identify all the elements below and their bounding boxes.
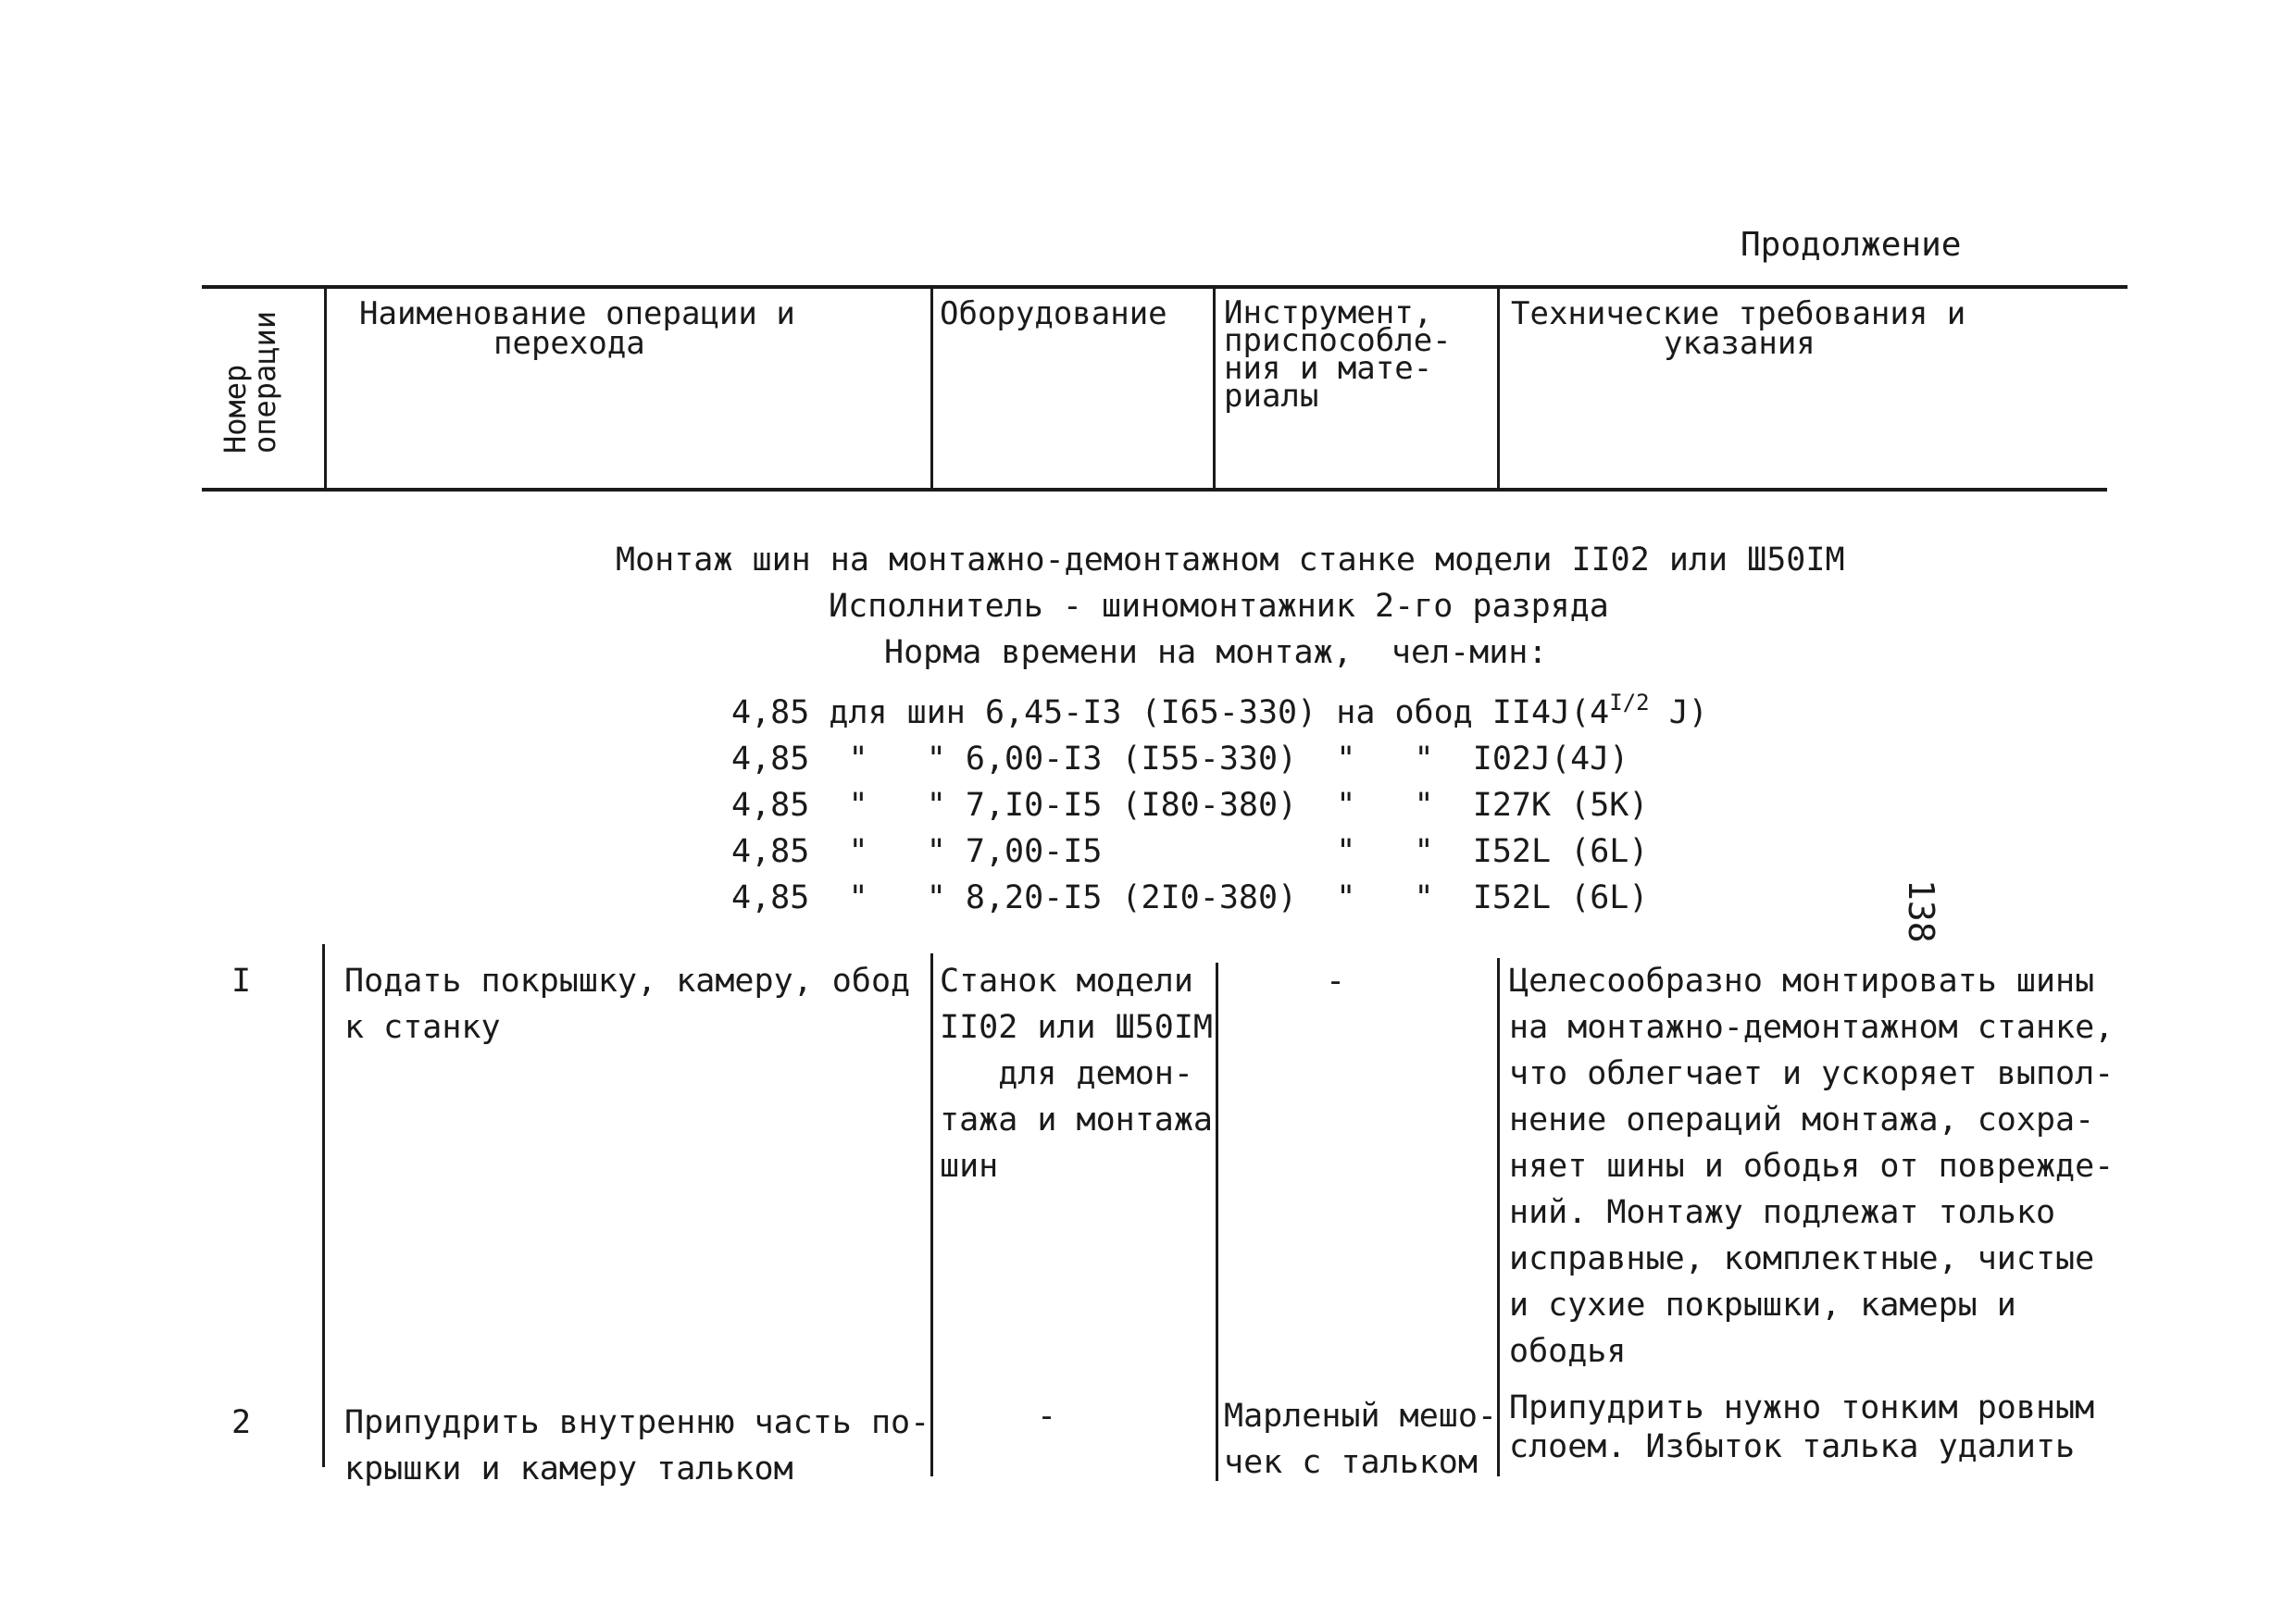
body-divider-4 — [1497, 958, 1500, 1476]
row-2-requirements: Припудрить нужно тонким ровным слоем. Избыток талька удалить — [1509, 1389, 2095, 1465]
header-divider-3 — [1213, 289, 1216, 488]
row-2-operation: Припудрить внутренню часть по- крышки и камеру тальком — [344, 1404, 930, 1487]
row-2-tools: Марленый мешо- чек с тальком — [1224, 1398, 1498, 1481]
body-divider-1 — [322, 944, 325, 1467]
header-divider-4 — [1497, 289, 1500, 488]
row-1-number: I — [231, 963, 252, 1000]
section-norm-caption: Норма времени на монтаж, чел-мин: — [884, 634, 1548, 671]
row-1-equipment: Станок модели II02 или Ш50IМ для демон- тажа и монтажа шин — [940, 963, 1214, 1185]
section-performer: Исполнитель - шиномонтажник 2-го разряда — [829, 588, 1609, 625]
norm-row: 4,85 " " 7,00-I5 " " I52L (6L) — [731, 833, 1649, 870]
header-divider-2 — [930, 289, 933, 488]
norm-row: 4,85 " " 6,00-I3 (I55-330) " " I02J(4J) — [731, 741, 1629, 778]
header-col-equipment: Оборудование — [940, 295, 1167, 332]
header-col-tools: Инструмент, приспособле- ния и мате- риалы — [1224, 294, 1452, 415]
row-2-equipment: - — [1037, 1398, 1057, 1435]
row-2-number: 2 — [231, 1404, 252, 1441]
norm-row: 4,85 " " 8,20-I5 (2I0-380) " " I52L (6L) — [731, 879, 1649, 916]
row-1-requirements: Целесообразно монтировать шины на монтажно-демонтажном станке, что облегчает и ускоряет выпол- нение операций монтажа, сохра- няет шины и ободья от поврежде- ний. Монтажу подлежат только исправные, комплектные, чистые и сухие покрышки, камеры и ободья — [1509, 963, 2115, 1370]
page-number: 138 — [1901, 879, 1941, 943]
norm-row: 4,85 для шин 6,45-I3 (I65-330) на обод $II4J(4^{I/2}$ J) — [731, 690, 1708, 731]
header-divider-1 — [324, 289, 327, 488]
norm-row: 4,85 " " 7,I0-I5 (I80-380) " " I27K (5K) — [731, 787, 1649, 824]
body-divider-3 — [1216, 963, 1218, 1481]
row-1-operation: Подать покрышку, камеру, обод к станку — [344, 963, 911, 1046]
section-title: Монтаж шин на монтажно-демонтажном станке модели II02 или Ш50IМ — [616, 541, 1845, 579]
header-col-operation: Наименование операции и перехода — [359, 295, 795, 362]
continuation-label: Продолжение — [1741, 226, 1962, 264]
norm-list — [731, 690, 1708, 921]
header-col-number: Номер операции — [218, 310, 282, 454]
header-bottom-rule — [202, 488, 2107, 492]
header-top-rule — [202, 285, 2128, 289]
row-1-tools: - — [1326, 963, 1346, 1000]
body-divider-2 — [930, 953, 933, 1476]
header-col-requirements: Технические требования и указания — [1511, 295, 1966, 362]
